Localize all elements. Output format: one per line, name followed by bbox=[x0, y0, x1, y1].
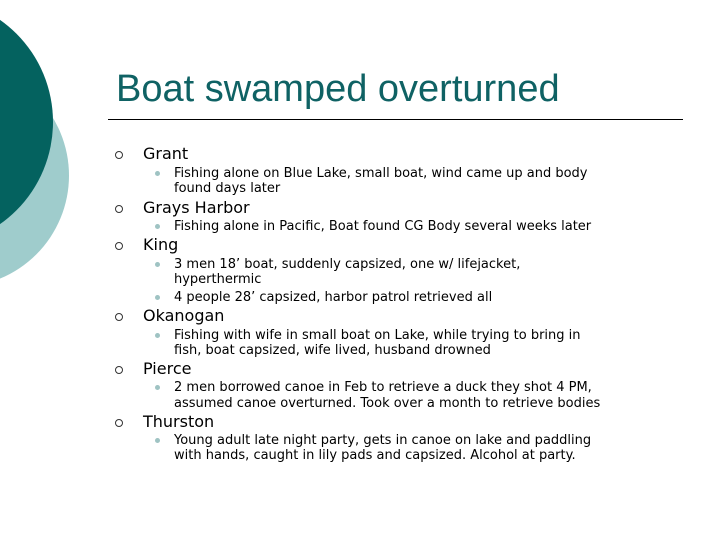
section-heading-pierce: Pierce bbox=[143, 359, 192, 378]
section-item-text: 4 people 28’ capsized, harbor patrol retrieved all bbox=[174, 290, 493, 305]
section-item-text: with hands, caught in lily pads and capsized. Alcohol at party. bbox=[174, 448, 576, 463]
title-divider bbox=[108, 119, 683, 120]
dot-bullet-icon bbox=[155, 224, 160, 229]
section-heading-grant: Grant bbox=[143, 144, 189, 163]
dot-bullet-icon bbox=[155, 295, 160, 300]
hollow-circle-bullet-icon bbox=[115, 242, 123, 250]
section-item-text: found days later bbox=[174, 181, 281, 196]
hollow-circle-bullet-icon bbox=[115, 419, 123, 427]
section-item-text: fish, boat capsized, wife lived, husband drowned bbox=[174, 343, 491, 358]
slide-title: Boat swamped overturned bbox=[116, 68, 560, 110]
hollow-circle-bullet-icon bbox=[115, 151, 123, 159]
section-item-text: hyperthermic bbox=[174, 272, 262, 287]
hollow-circle-bullet-icon bbox=[115, 366, 123, 374]
section-item-text: Fishing with wife in small boat on Lake, while trying to bring in bbox=[174, 328, 581, 343]
dot-bullet-icon bbox=[155, 171, 160, 176]
section-heading-okanogan: Okanogan bbox=[143, 306, 225, 325]
section-item-text: 3 men 18’ boat, suddenly capsized, one w/ lifejacket, bbox=[174, 257, 521, 272]
section-item-text: 2 men borrowed canoe in Feb to retrieve a duck they shot 4 PM, bbox=[174, 380, 592, 395]
dot-bullet-icon bbox=[155, 333, 160, 338]
section-heading-thurston: Thurston bbox=[143, 412, 215, 431]
section-item-text: assumed canoe overturned. Took over a month to retrieve bodies bbox=[174, 396, 601, 411]
dot-bullet-icon bbox=[155, 438, 160, 443]
section-item-text: Fishing alone on Blue Lake, small boat, wind came up and body bbox=[174, 166, 588, 181]
section-item-text: Fishing alone in Pacific, Boat found CG Body several weeks later bbox=[174, 219, 592, 234]
hollow-circle-bullet-icon bbox=[115, 205, 123, 213]
hollow-circle-bullet-icon bbox=[115, 313, 123, 321]
dot-bullet-icon bbox=[155, 262, 160, 267]
section-item-text: Young adult late night party, gets in canoe on lake and paddling bbox=[174, 433, 592, 448]
dot-bullet-icon bbox=[155, 385, 160, 390]
section-heading-king: King bbox=[143, 235, 179, 254]
section-heading-grays-harbor: Grays Harbor bbox=[143, 198, 250, 217]
